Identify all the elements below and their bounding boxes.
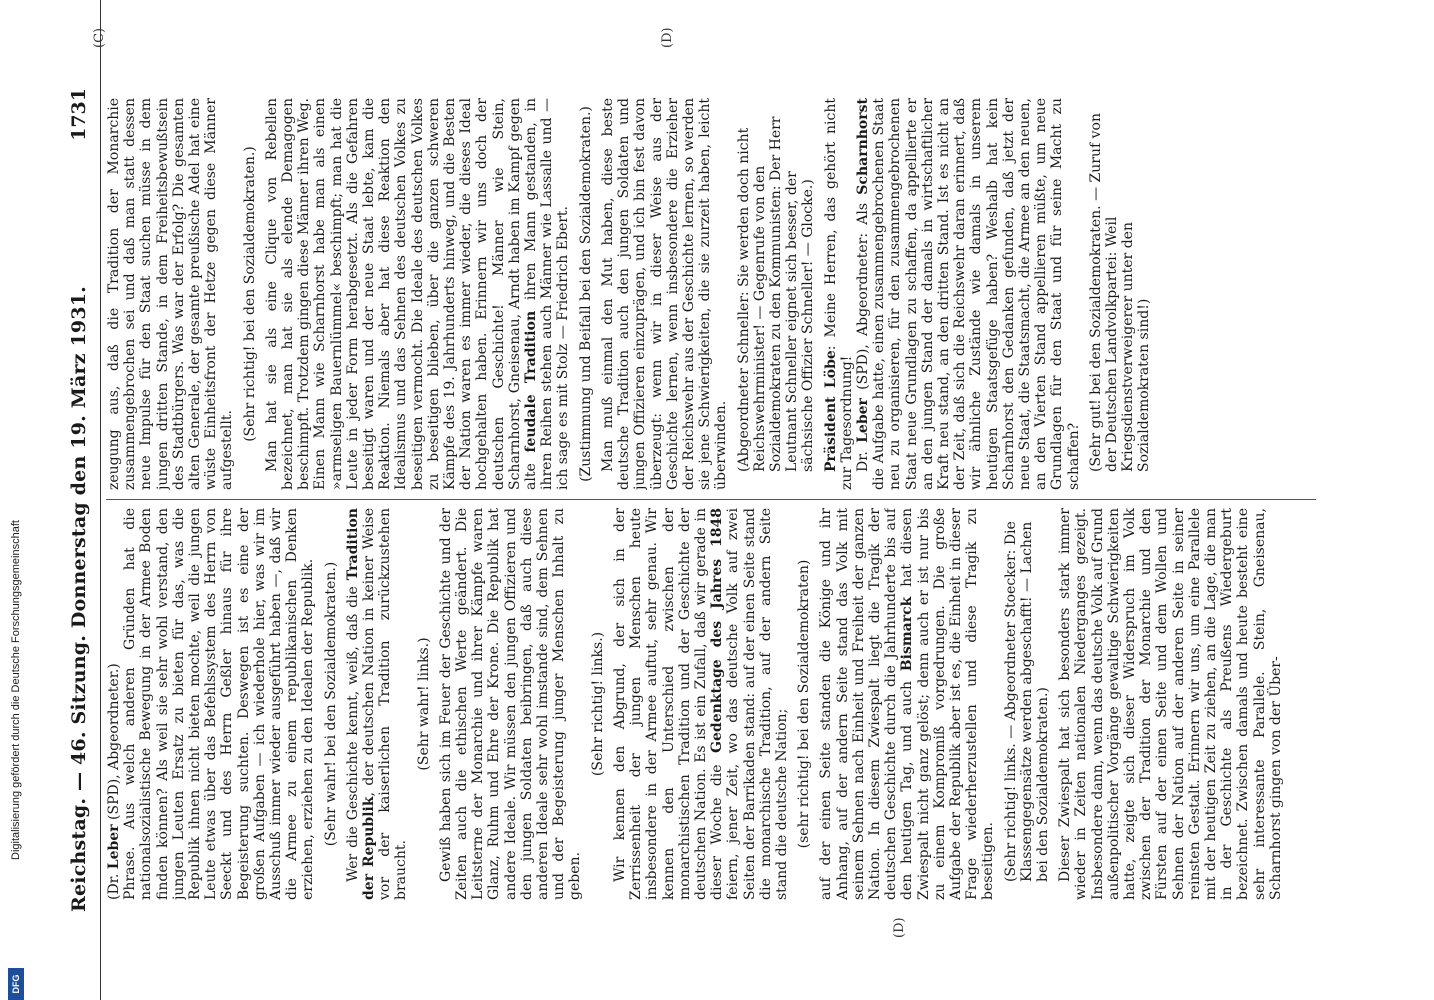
left-column-paragraph: Wir kennen den Abgrund, der sich in der Zerrissenheit der jungen Menschen heute insbesondere in der Armee auftut, sehr genau. Wir kennen den Unterschied zwischen der monarchistischen Tradition und der Geschichte der deutschen Nation. Es ist ein Zufall, daß wir gerade in dieser Woche die Gedenktage des Jahres 1848 feiern, jener Zeit, wo das deutsche Volk auf zwei Seiten der Barrikaden stand: auf der einen Seite stand die monarchische Tradition, auf der andern Seite stand die deutsche Nation; [611, 508, 790, 900]
right-column-paragraph: (Sehr richtig! bei den Sozialdemokraten.) [241, 146, 258, 442]
right-column-paragraph: Dr. Leber (SPD), Abgeordneter: Als Scharnhorst die Aufgabe hatte, einen zusammengebrochenen Staat neu zu organisieren, für den zusammengebrochenen Staat neue Grundlagen zu schaffen, da appellierte er an den jungen Stand der damals in wirtschaftlicher Kraft neu stand, an den dritten Stand. Ist es nicht an der Zeit, daß sich die Reichswehr daran erinnert, daß wir ähnliche Zustände wie damals in unserem heutigen Staatsgefüge haben? Weshalb hat kein Scharnhorst den Gedanken gefunden, daß jetzt der neue Staat, die Staatsmacht, die Armee an den neuen, an den Vierten Stand appellieren müßte, um neue Grundlagen für den Staat und für seine Macht zu schaffen? [854, 98, 1082, 490]
right-column-paragraph: (Sehr gut! bei den Sozialdemokraten. — Zuruf von der Deutschen Landvolkpartei: Weil Kriegsdienstverweigerer unter den Sozialdemokraten sind!) [1087, 113, 1153, 472]
left-column-paragraph: Dieser Zwiespalt hat sich besonders stark immer wieder in Zeiten nationalen Niederganges gezeigt. Insbesondere dann, wenn das deutsche Volk auf Grund außenpolitischer Vorgänge gewaltige Schwierigkeiten hatte, zeigte sich dieser Widerspruch im Volk zwischen der Tradition der Monarchie und den Fürsten auf der einen Seite und dem Wollen und Sehnen der Nation auf der anderen Seite in seiner reinsten Gestalt. Erinnern wir uns, um eine Parallele mit der heutigen Zeit zu ziehen, an die Lage, die man in der Geschichte als Preußens Wiedergeburt bezeichnet. Zwischen damals und heute besteht eine sehr interessante Parallele. Stein, Gneisenau, Scharnhorst gingen von der Über- [1057, 508, 1284, 900]
page-number: 1731 [68, 88, 90, 141]
left-column-paragraph: (Sehr wahr! bei den Sozialdemokraten.) [322, 561, 339, 847]
page-header-title: Reichstag. — 46. Sitzung. Donnerstag den 19. März 1931. [68, 286, 90, 912]
dfg-funding-notice [8, 0, 28, 1000]
left-column-paragraph: (sehr richtig! bei den Sozialdemokraten) [796, 559, 813, 849]
dfg-notice-text: Digitalisierung gefördert durch die Deutsche Forschungsgemeinschaft [10, 520, 22, 860]
left-column-paragraph: (Sehr richtig! links.) [589, 631, 606, 777]
margin-mark-d-right: (D) [660, 27, 675, 48]
left-column-paragraph: Gewiß haben sich im Feuer der Geschichte und der Zeiten auch die ethischen Werte geändert. Die Leitsterne der Monarchie und ihrer Kämpfe waren Glanz, Ruhm und Ehre der Krone. Die Republik hat andere Ideale. Wir müssen den jungen Offizieren und den jungen Soldaten beibringen, daß auch diese anderen Ideale sehr wohl imstande sind, dem Sehnen und der Begeisterung junger Menschen Inhalt zu geben. [437, 508, 584, 900]
right-text-column [106, 98, 1336, 490]
column-divider [106, 499, 1316, 500]
margin-mark-c: (C) [92, 27, 107, 48]
left-text-column [106, 508, 1336, 900]
right-column-paragraph: Präsident Löbe: Meine Herren, das gehört nicht zur Tagesordnung! [822, 98, 855, 490]
dfg-logo-badge: DFG [8, 968, 24, 1000]
right-column-paragraph: (Abgeordneter Schneller: Sie werden doch nicht Reichswehrminister! — Gegenrufe von den Sozialdemokraten zu den Kommunisten: Der Herr Leutnant Schneller eignet sich besser, der sächsische Offizier Schneller! — Glocke.) [735, 116, 817, 472]
margin-mark-d-left: (D) [892, 917, 907, 938]
left-column-paragraph: Wer die Geschichte kennt, weiß, daß die Tradition der Republik, der deutschen Nation in keiner Weise vor der kaiserlichen Tradition zurückzustehen braucht. [344, 508, 410, 900]
left-column-paragraph: auf der einen Seite standen die Könige und ihr Anhang, auf der andern Seite stand das Volk mit seinem Sehnen nach Einheit und Freiheit der ganzen Nation. In diesem Zwiespalt liegt die Tragik der deutschen Geschichte durch die Jahrhunderte bis auf den heutigen Tag, und auch Bismarck hat diesen Zwiespalt nicht ganz gelöst; denn auch er ist nur bis zu einem Kompromiß vorgedrungen. Die große Aufgabe der Republik aber ist es, die Einheit in dieser Frage wiederherzustellen und diese Tragik zu beseitigen. [818, 508, 997, 900]
right-column-paragraph: (Zustimmung und Beifall bei den Sozialdemokraten.) [577, 106, 594, 482]
page-header [66, 0, 101, 1000]
left-column-paragraph: Phrase. Aus welch anderen Gründen hat die nationalsozialistische Bewegung in der Armee Boden finden können? Als weil sie sehr wohl verstand, den jungen Leuten Ersatz zu bieten für das, was die Republik ihnen nicht bieten mochte, weil die jungen Leute etwas über das Befehlssystem des Herrn von Seeckt und des Herrn Geßler hinaus für ihre Begeisterung suchten. Deswegen ist es eine der großen Aufgaben — ich wiederhole hier, was wir im Ausschuß immer wieder ausgeführt haben —, daß wir die Armee zu einem republikanischen Denken erziehen, erziehen zu den Idealen der Republik. [122, 508, 317, 900]
left-column-paragraph: (Dr. Leber (SPD), Abgeordneter.) [106, 663, 122, 900]
left-column-paragraph: (Sehr wahr! links.) [415, 637, 432, 771]
right-column-paragraph: Man hat sie als eine Clique von Rebellen bezeichnet, man hat sie als elende Demagogen beschimpft. Trotzdem gingen diese Männer ihren Weg. Einen Mann wie Scharnhorst habe man als einen »armseligen Bauernlümmel« beschimpft; man hat die Leute in jeder Form herabgesetzt. Als die Gefahren beseitigt waren und der neue Staat lebte, kam die Reaktion. Niemals aber hat diese Reaktion den Idealismus und das Sehnen des deutschen Volkes zu beseitigen vermocht. Die Ideale des deutschen Volkes zu beseitigen blieben, über die ganzen schweren Kämpfe des 19. Jahrhunderts hinweg, und die Besten der Nation waren es immer wieder, die dieses Ideal hochgehalten haben. Erinnern wir uns doch der deutschen Geschichte! Männer wie Stein, Scharnhorst, Gneisenau, Arndt haben im Kampf gegen alte feudale Tradition ihren Mann gestanden, in ihren Reihen stehen auch Männer wie Lassalle und — ich sage es mit Stolz — Friedrich Ebert. [263, 98, 572, 490]
right-column-paragraph: zeugung aus, daß die Tradition der Monarchie zusammengebrochen sei und daß man statt dessen neue Impulse für den Staat suchen müsse in dem jungen dritten Stande, in dem Freiheitsbewußtsein des Stadtbürgers. Was war der Erfolg? Die gesamten alten Generale, der gesamte preußische Adel hat eine wüste Einheitsfront der Hetze gegen diese Männer aufgestellt. [106, 98, 236, 490]
right-column-paragraph: Man muß einmal den Mut haben, diese beste deutsche Tradition auch den jungen Soldaten und jungen Offizieren einzuprägen, und ich bin fest davon überzeugt: wenn wir in dieser Weise aus der Geschichte lernen, wenn insbesondere die Erzieher der Reichswehr aus der Geschichte lernen, so werden sie jene Schwierigkeiten, die sie zurzeit haben, leicht überwinden. [599, 98, 730, 490]
left-column-paragraph: (Sehr richtig! links. — Abgeordneter Stoecker: Die Klassengegensätze werden abgeschafft! — Lachen bei den Sozialdemokraten.) [1002, 521, 1051, 882]
